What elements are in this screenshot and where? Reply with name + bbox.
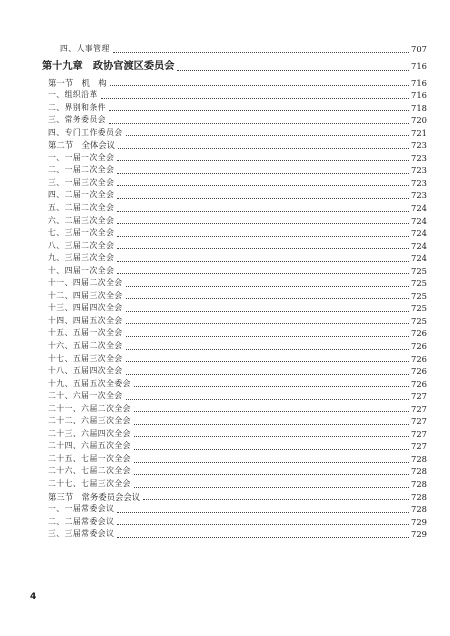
toc-entry <box>42 516 427 529</box>
dot-leader <box>117 160 409 161</box>
toc-title: 七、三届一次全会 <box>48 228 115 238</box>
toc-title: 二十七、七届三次全会 <box>48 479 131 489</box>
dot-leader <box>117 198 409 199</box>
dot-leader <box>117 173 409 174</box>
dot-leader <box>126 298 409 299</box>
toc-page-number: 724 <box>411 228 427 239</box>
toc-title: 十七、五届三次全会 <box>48 353 123 363</box>
dot-leader <box>109 110 409 111</box>
toc-page-number: 726 <box>411 353 427 364</box>
dot-leader <box>110 85 409 86</box>
toc-entry <box>42 43 427 56</box>
toc-title: 第二节 全体会议 <box>48 140 115 151</box>
toc-title: 十五、五届一次全会 <box>48 328 123 338</box>
toc-chapter <box>42 56 427 77</box>
toc-page-number: 725 <box>411 278 427 289</box>
toc-page-number: 728 <box>411 491 427 502</box>
dot-leader <box>117 185 409 186</box>
toc-title: 十一、四届二次全会 <box>48 278 123 288</box>
toc-page-number: 723 <box>411 165 427 176</box>
dot-leader <box>117 537 409 538</box>
toc-title: 十二、四届三次全会 <box>48 290 123 300</box>
dot-leader <box>117 512 409 513</box>
dot-leader <box>126 399 409 400</box>
toc-entry <box>42 277 427 290</box>
toc-page-number: 728 <box>411 466 427 477</box>
toc-page-number: 724 <box>411 253 427 264</box>
toc-page-number: 725 <box>411 290 427 301</box>
dot-leader <box>134 449 409 450</box>
toc-page-number: 729 <box>411 529 427 540</box>
toc-entry <box>42 340 427 353</box>
toc-section <box>42 77 427 90</box>
dot-leader <box>134 462 409 463</box>
toc-title: 一、组织沿革 <box>48 90 98 100</box>
toc-title: 一、一届常委会议 <box>48 504 115 514</box>
dot-leader <box>117 261 409 262</box>
toc-page-number: 726 <box>411 341 427 352</box>
toc-page-number: 723 <box>411 190 427 201</box>
dot-leader <box>126 311 409 312</box>
toc-title: 二、界别和条件 <box>48 102 107 112</box>
toc-entry <box>42 302 427 315</box>
dot-leader <box>126 336 409 337</box>
toc-title: 四、专门工作委员会 <box>48 127 123 137</box>
toc-entry <box>42 378 427 391</box>
dot-leader <box>134 474 409 475</box>
toc-page-number: 727 <box>411 403 427 414</box>
toc-page-number: 718 <box>411 102 427 113</box>
toc-section <box>42 139 427 152</box>
toc-title: 二、二届常委会议 <box>48 516 115 526</box>
dot-leader <box>117 211 409 212</box>
toc-entry <box>42 202 427 215</box>
toc-page-number: 724 <box>411 203 427 213</box>
toc-entry <box>42 114 427 127</box>
dot-leader <box>101 98 409 99</box>
dot-leader <box>117 524 409 525</box>
toc-entry <box>42 466 427 479</box>
toc-title: 十六、五届二次全会 <box>48 341 123 351</box>
toc-entry <box>42 215 427 228</box>
dot-leader <box>117 248 409 249</box>
toc-entry <box>42 177 427 190</box>
toc-title: 四、人事管理 <box>60 43 110 53</box>
toc-entry <box>42 365 427 378</box>
toc-title: 二、一届二次全会 <box>48 165 115 175</box>
dot-leader <box>117 236 409 237</box>
toc-page-number: 724 <box>411 240 427 251</box>
dot-leader <box>118 148 409 149</box>
toc-entry <box>42 164 427 177</box>
toc-entry <box>42 353 427 366</box>
toc-title: 三、三届常委会议 <box>48 529 115 539</box>
toc-page-number: 729 <box>411 516 427 527</box>
toc-entry <box>42 102 427 115</box>
toc-entry <box>42 290 427 303</box>
toc-entry <box>42 227 427 240</box>
toc-entry <box>42 127 427 140</box>
toc-title: 十四、四届五次全会 <box>48 315 123 325</box>
toc-title: 二十五、七届一次全会 <box>48 453 131 463</box>
dot-leader <box>126 361 409 362</box>
toc-entry <box>42 453 427 466</box>
dot-leader <box>126 286 409 287</box>
toc-page-number: 728 <box>411 479 427 490</box>
toc-page-number: 726 <box>411 366 427 377</box>
toc-title: 二十二、六届三次全会 <box>48 416 131 426</box>
toc-title: 第三节 常务委员会会议 <box>48 491 141 502</box>
toc-entry <box>42 189 427 202</box>
toc-entry <box>42 240 427 253</box>
toc-entry <box>42 265 427 278</box>
toc-page-number: 716 <box>411 60 427 71</box>
toc-title: 二十四、六届五次全会 <box>48 441 131 451</box>
toc-page-number: 723 <box>411 140 427 151</box>
toc-title: 二十六、七届二次全会 <box>48 466 131 476</box>
toc-title: 一、一届一次全会 <box>48 152 115 162</box>
dot-leader <box>126 323 409 324</box>
toc-page-number: 727 <box>411 416 427 427</box>
toc-entry <box>42 315 427 328</box>
dot-leader <box>117 223 409 224</box>
toc-title: 十八、五届四次全会 <box>48 366 123 376</box>
toc-title: 第一节 机 构 <box>48 77 107 88</box>
toc-entry <box>42 503 427 516</box>
toc-title: 十九、五届五次全委会 <box>48 378 131 388</box>
toc-page-number: 721 <box>411 127 427 138</box>
toc-entry <box>42 403 427 416</box>
toc-page-number: 727 <box>411 441 427 452</box>
toc-page-number: 716 <box>411 77 427 88</box>
toc-title: 二十一、六届二次全会 <box>48 403 131 413</box>
toc-page-number: 725 <box>411 265 427 276</box>
toc-title: 五、二届二次全会 <box>48 203 115 212</box>
dot-leader <box>134 436 409 437</box>
dot-leader <box>126 135 409 136</box>
toc-title: 九、三届三次全会 <box>48 253 115 263</box>
toc-title: 三、常务委员会 <box>48 115 107 125</box>
dot-leader <box>109 123 409 124</box>
toc-page-number: 707 <box>411 43 427 54</box>
toc-title: 第十九章 政协官渡区委员会 <box>42 60 175 72</box>
toc-entry <box>42 390 427 403</box>
toc-title: 二十三、六届四次全会 <box>48 428 131 438</box>
toc-entry <box>42 478 427 491</box>
toc-page-number: 726 <box>411 378 427 389</box>
toc-title: 十三、四届四次全会 <box>48 303 123 313</box>
toc-title: 六、二届三次全会 <box>48 215 115 225</box>
toc-page-number: 725 <box>411 315 427 326</box>
page-number: 4 <box>30 592 37 602</box>
toc-entry <box>42 252 427 265</box>
toc-entry <box>42 440 427 453</box>
dot-leader <box>134 424 409 425</box>
toc-title: 十、四届一次全会 <box>48 265 115 275</box>
dot-leader <box>117 273 409 274</box>
toc-entry <box>42 89 427 102</box>
toc-entry <box>42 428 427 441</box>
toc-page-number: 720 <box>411 115 427 126</box>
dot-leader <box>134 411 409 412</box>
toc-page-number: 726 <box>411 328 427 339</box>
dot-leader <box>113 52 409 53</box>
toc-page-number: 727 <box>411 391 427 402</box>
toc-title: 八、三届二次全会 <box>48 240 115 250</box>
toc-page-number: 723 <box>411 177 427 188</box>
toc-page-number: 727 <box>411 428 427 439</box>
toc-title: 四、二届一次全会 <box>48 190 115 200</box>
toc-page-number: 723 <box>411 152 427 163</box>
dot-leader <box>126 349 409 350</box>
toc-page-number: 716 <box>411 90 427 101</box>
dot-leader <box>177 70 409 71</box>
toc-entry <box>42 327 427 340</box>
table-of-contents <box>42 43 427 541</box>
toc-section <box>42 491 427 504</box>
toc-page-number: 728 <box>411 453 427 464</box>
toc-title: 三、一届三次全会 <box>48 177 115 187</box>
toc-title: 二十、六届一次全会 <box>48 391 123 401</box>
toc-entry <box>42 152 427 165</box>
dot-leader <box>134 487 409 488</box>
toc-page-number: 725 <box>411 303 427 314</box>
dot-leader <box>143 499 409 500</box>
toc-page-number: 728 <box>411 504 427 515</box>
toc-entry <box>42 415 427 428</box>
toc-page-number: 724 <box>411 215 427 226</box>
dot-leader <box>134 386 409 387</box>
dot-leader <box>126 374 409 375</box>
toc-entry <box>42 528 427 541</box>
